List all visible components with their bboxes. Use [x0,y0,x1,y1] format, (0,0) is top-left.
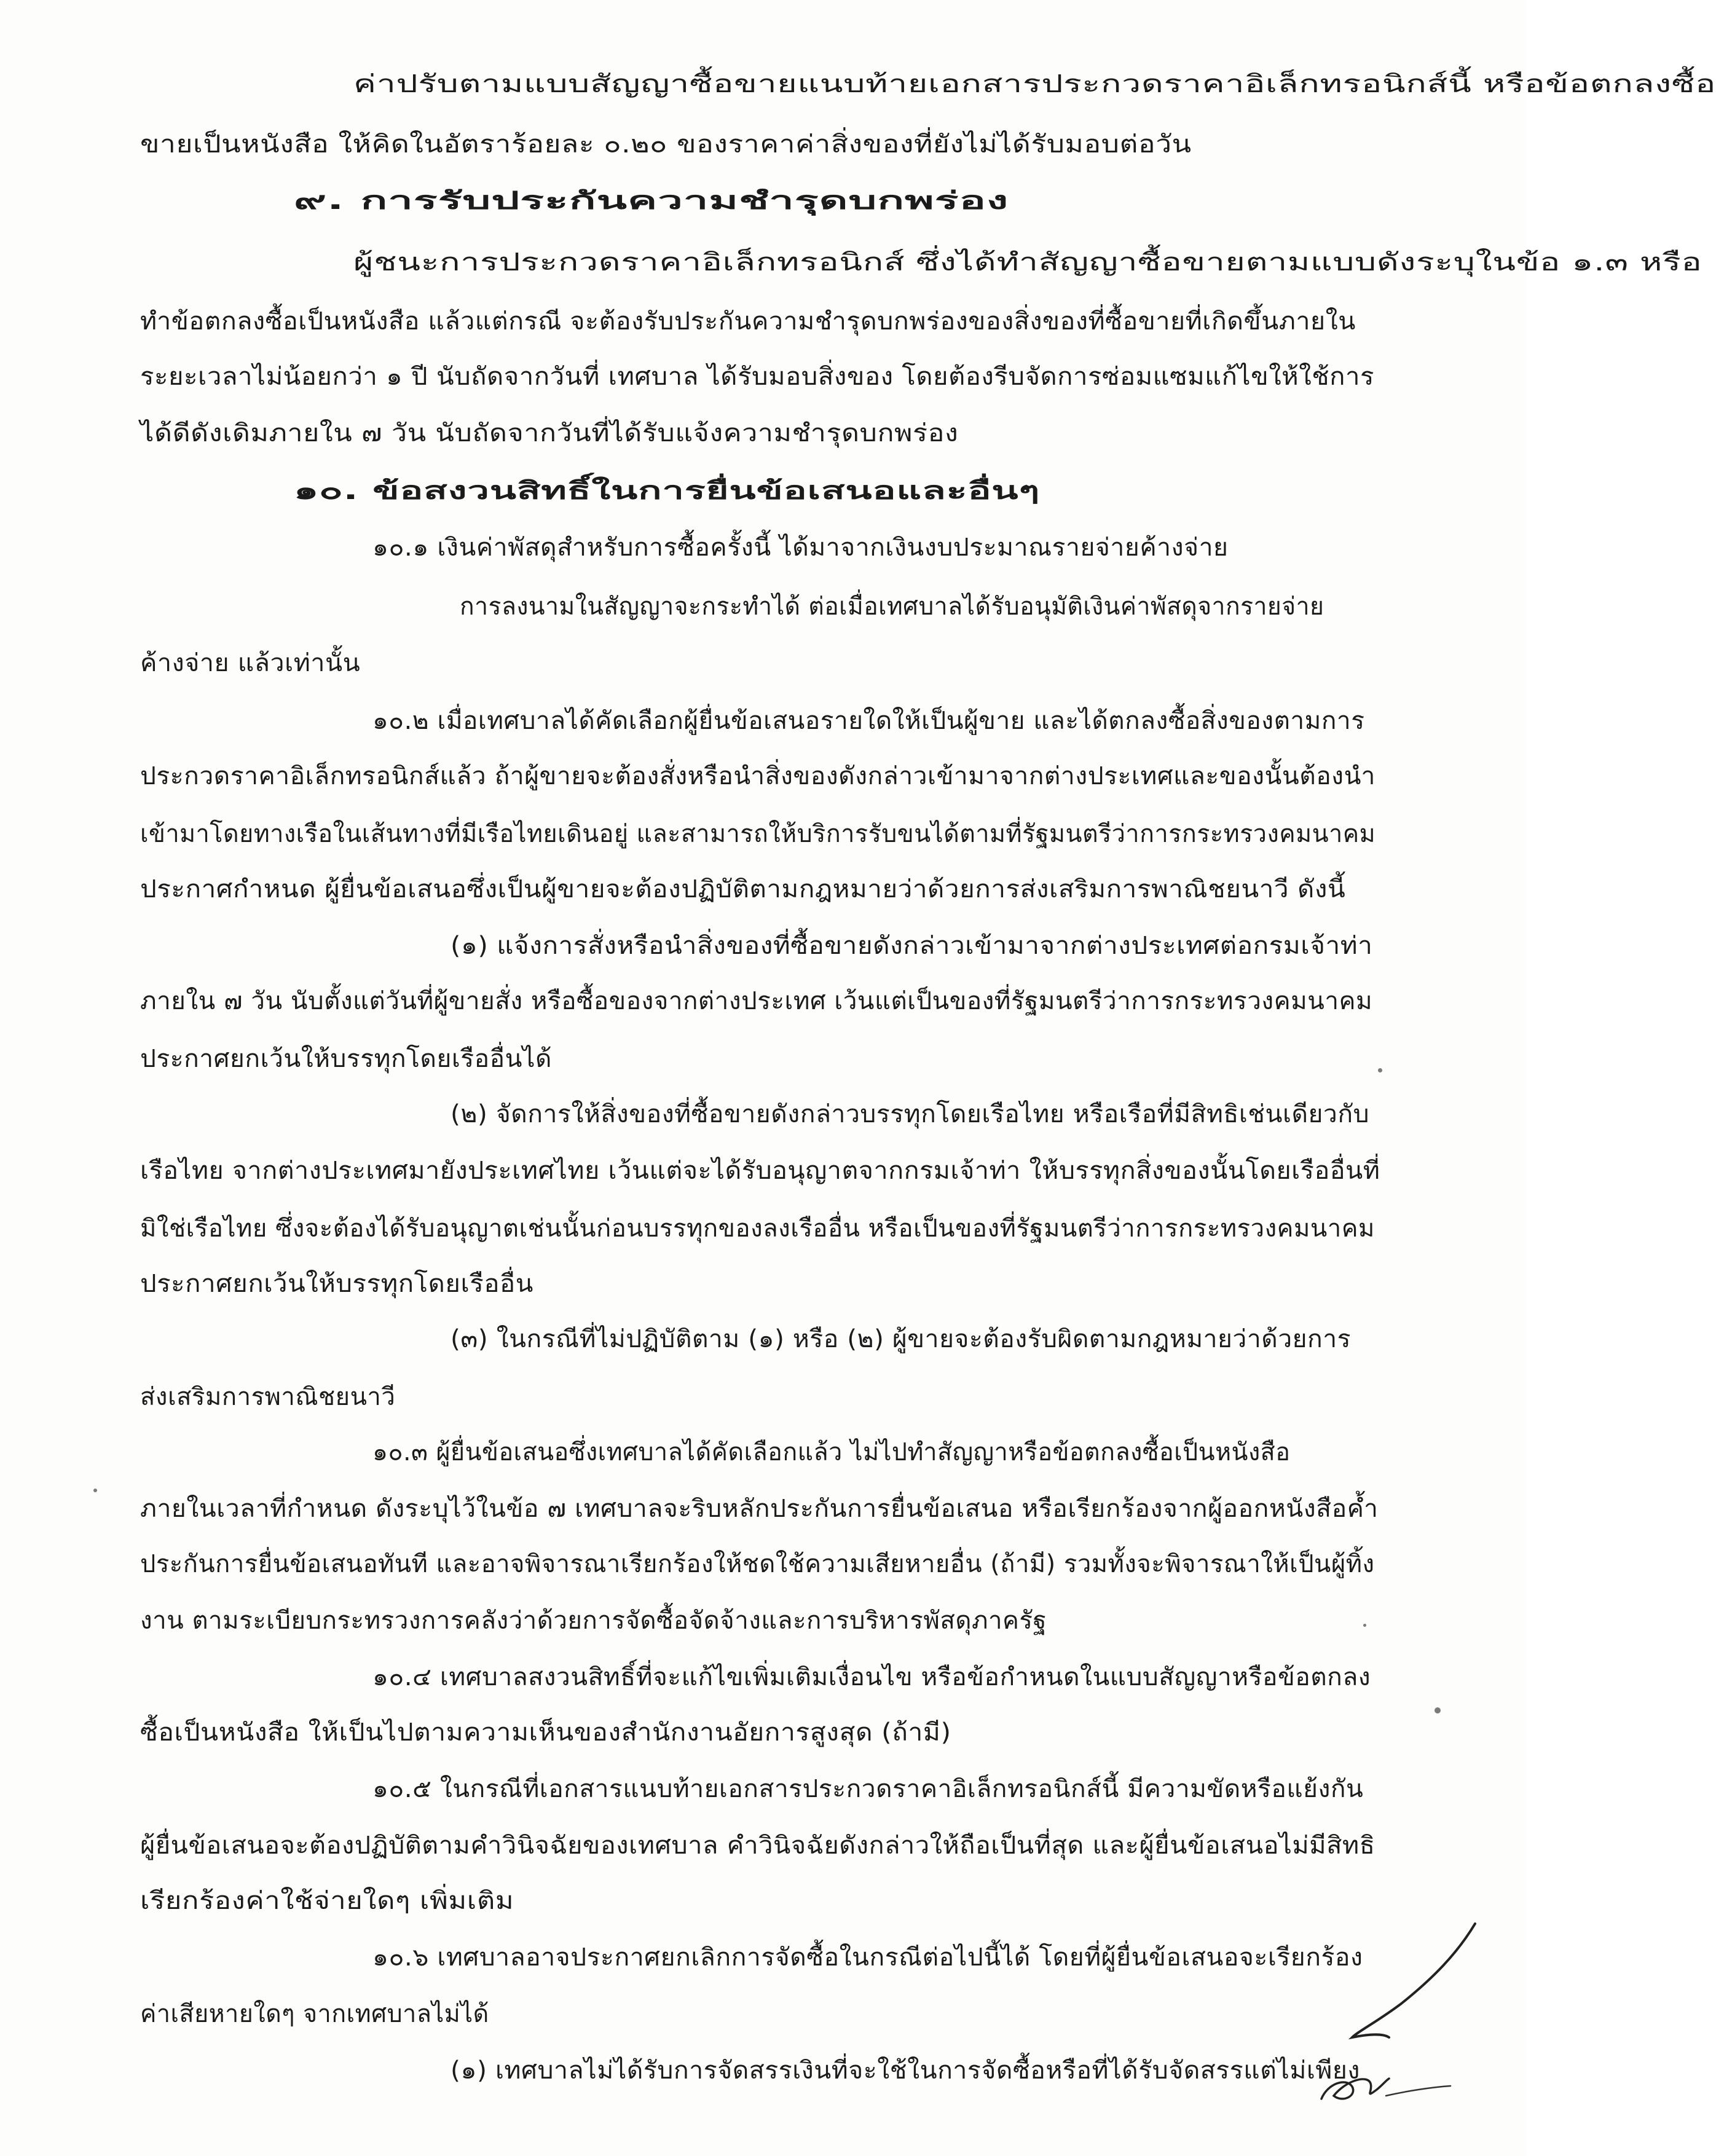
section-heading-9: ๙. การรับประกันความชำรุดบกพร่อง [294,187,1009,215]
section-heading-10: ๑๐. ข้อสงวนสิทธิ์ในการยื่นข้อเสนอและอื่นๆ [294,477,1041,505]
sub-item-2-line: มิใช่เรือไทย ซึ่งจะต้องได้รับอนุญาตเช่นนั้นก่อนบรรทุกของลงเรืออื่น หรือเป็นของที่รัฐมนตรีว่าการกระทรวงคมนาคม [140,1214,1375,1243]
paragraph-line: ระยะเวลาไม่น้อยกว่า ๑ ปี นับถัดจากวันที่ เทศบาล ได้รับมอบสิ่งของ โดยต้องรีบจัดการซ่อมแซมแก้ไขให้ใช้การ [140,363,1374,391]
clause-10-2-line: ประกาศกำหนด ผู้ยื่นข้อเสนอซึ่งเป็นผู้ขายจะต้องปฏิบัติตามกฎหมายว่าด้วยการส่งเสริมการพาณิชยนาวี ดังนี้ [140,875,1346,903]
sub-item-1-line: (๑) เทศบาลไม่ได้รับการจัดสรรเงินที่จะใช้ในการจัดซื้อหรือที่ได้รับจัดสรรแต่ไม่เพียง [451,2056,1360,2085]
paragraph-line: ทำข้อตกลงซื้อเป็นหนังสือ แล้วแต่กรณี จะต้องรับประกันความชำรุดบกพร่องของสิ่งของที่ซื้อขายที่เกิดขึ้นภายใน [140,307,1356,336]
sub-item-2-line: เรือไทย จากต่างประเทศมายังประเทศไทย เว้นแต่จะได้รับอนุญาตจากกรมเจ้าท่า ให้บรรทุกสิ่งของนั้นโดยเรืออื่นที่ [140,1157,1380,1185]
clause-10-5-line: ผู้ยื่นข้อเสนอจะต้องปฏิบัติตามคำวินิจฉัยของเทศบาล คำวินิจฉัยดังกล่าวให้ถือเป็นที่สุด และผู้ยื่นข้อเสนอไม่มีสิทธิ [140,1831,1376,1860]
clause-10-4-line: ซื้อเป็นหนังสือ ให้เป็นไปตามความเห็นของสำนักงานอัยการสูงสุด (ถ้ามี) [140,1718,951,1747]
sub-item-1-line: (๑) แจ้งการสั่งหรือนำสิ่งของที่ซื้อขายดังกล่าวเข้ามาจากต่างประเทศต่อกรมเจ้าท่า [451,932,1373,960]
scan-speck [1378,1068,1382,1072]
scan-speck [1435,1707,1441,1713]
handwritten-signature-icon [1309,1911,1494,2114]
clause-10-1-line: การลงนามในสัญญาจะกระทำได้ ต่อเมื่อเทศบาลได้รับอนุมัติเงินค่าพัสดุจากรายจ่าย [460,592,1324,621]
clause-10-3-line: ๑๐.๓ ผู้ยื่นข้อเสนอซึ่งเทศบาลได้คัดเลือกแล้ว ไม่ไปทำสัญญาหรือข้อตกลงซื้อเป็นหนังสือ [372,1438,1291,1466]
sub-item-3-line: (๓) ในกรณีที่ไม่ปฏิบัติตาม (๑) หรือ (๒) ผู้ขายจะต้องรับผิดตามกฎหมายว่าด้วยการ [451,1325,1352,1353]
clause-10-2-line: ประกวดราคาอิเล็กทรอนิกส์แล้ว ถ้าผู้ขายจะต้องสั่งหรือนำสิ่งของดังกล่าวเข้ามาจากต่างประเทศและของนั้นต้องนำ [140,762,1376,790]
clause-10-3-line: ภายในเวลาที่กำหนด ดังระบุไว้ในข้อ ๗ เทศบาลจะริบหลักประกันการยื่นข้อเสนอ หรือเรียกร้องจากผู้ออกหนังสือค้ำ [140,1495,1379,1523]
clause-10-4-line: ๑๐.๔ เทศบาลสงวนสิทธิ์ที่จะแก้ไขเพิ่มเติมเงื่อนไข หรือข้อกำหนดในแบบสัญญาหรือข้อตกลง [372,1663,1371,1691]
clause-10-5-line: เรียกร้องค่าใช้จ่ายใดๆ เพิ่มเติม [140,1887,514,1915]
clause-10-5-line: ๑๐.๕ ในกรณีที่เอกสารแนบท้ายเอกสารประกวดราคาอิเล็กทรอนิกส์นี้ มีความขัดหรือแย้งกัน [372,1775,1364,1803]
clause-10-6-line: ๑๐.๖ เทศบาลอาจประกาศยกเลิกการจัดซื้อในกรณีต่อไปนี้ได้ โดยที่ผู้ยื่นข้อเสนอจะเรียกร้อง [372,1943,1363,1972]
clause-10-6-line: ค่าเสียหายใดๆ จากเทศบาลไม่ได้ [140,2000,489,2028]
paragraph-line: ค่าปรับตามแบบสัญญาซื้อขายแนบท้ายเอกสารประกวดราคาอิเล็กทรอนิกส์นี้ หรือข้อตกลงซื้อ [353,70,1716,98]
sub-item-1-line: ภายใน ๗ วัน นับตั้งแต่วันที่ผู้ขายสั่ง หรือซื้อของจากต่างประเทศ เว้นแต่เป็นของที่รัฐมนตรีว่าการกระทรวงคมนาคม [140,987,1373,1015]
paragraph-line: ผู้ชนะการประกวดราคาอิเล็กทรอนิกส์ ซึ่งได้ทำสัญญาซื้อขายตามแบบดังระบุในข้อ ๑.๓ หรือ [353,248,1702,277]
clause-10-1-line: ค้างจ่าย แล้วเท่านั้น [140,649,361,677]
sub-item-3-line: ส่งเสริมการพาณิชยนาวี [140,1383,396,1411]
sub-item-2-line: (๒) จัดการให้สิ่งของที่ซื้อขายดังกล่าวบรรทุกโดยเรือไทย หรือเรือที่มีสิทธิเช่นเดียวกับ [451,1100,1370,1128]
clause-10-2-line: เข้ามาโดยทางเรือในเส้นทางที่มีเรือไทยเดินอยู่ และสามารถให้บริการรับขนได้ตามที่รัฐมนตรีว่าการกระทรวงคมนาคม [140,820,1376,848]
scan-speck [93,1489,97,1492]
paragraph-line: ขายเป็นหนังสือ ให้คิดในอัตราร้อยละ ๐.๒๐ ของราคาค่าสิ่งของที่ยังไม่ได้รับมอบต่อวัน [140,130,1192,159]
sub-item-1-line: ประกาศยกเว้นให้บรรทุกโดยเรืออื่นได้ [140,1045,552,1073]
paragraph-line: ได้ดีดังเดิมภายใน ๗ วัน นับถัดจากวันที่ได้รับแจ้งความชำรุดบกพร่อง [140,419,959,447]
scan-speck [1363,1624,1366,1627]
clause-10-3-line: ประกันการยื่นข้อเสนอทันที และอาจพิจารณาเรียกร้องให้ชดใช้ความเสียหายอื่น (ถ้ามี) รวมทั้งจะพิจารณาให้เป็นผู้ทิ้ง [140,1550,1375,1578]
sub-item-2-line: ประกาศยกเว้นให้บรรทุกโดยเรืออื่น [140,1270,533,1298]
clause-10-2-line: ๑๐.๒ เมื่อเทศบาลได้คัดเลือกผู้ยื่นข้อเสนอรายใดให้เป็นผู้ขาย และได้ตกลงซื้อสิ่งของตามการ [372,707,1365,735]
clause-10-1-line: ๑๐.๑ เงินค่าพัสดุสำหรับการซื้อครั้งนี้ ได้มาจากเงินงบประมาณรายจ่ายค้างจ่าย [372,533,1229,562]
clause-10-3-line: งาน ตามระเบียบกระทรวงการคลังว่าด้วยการจัดซื้อจัดจ้างและการบริหารพัสดุภาครัฐ [140,1607,1047,1635]
